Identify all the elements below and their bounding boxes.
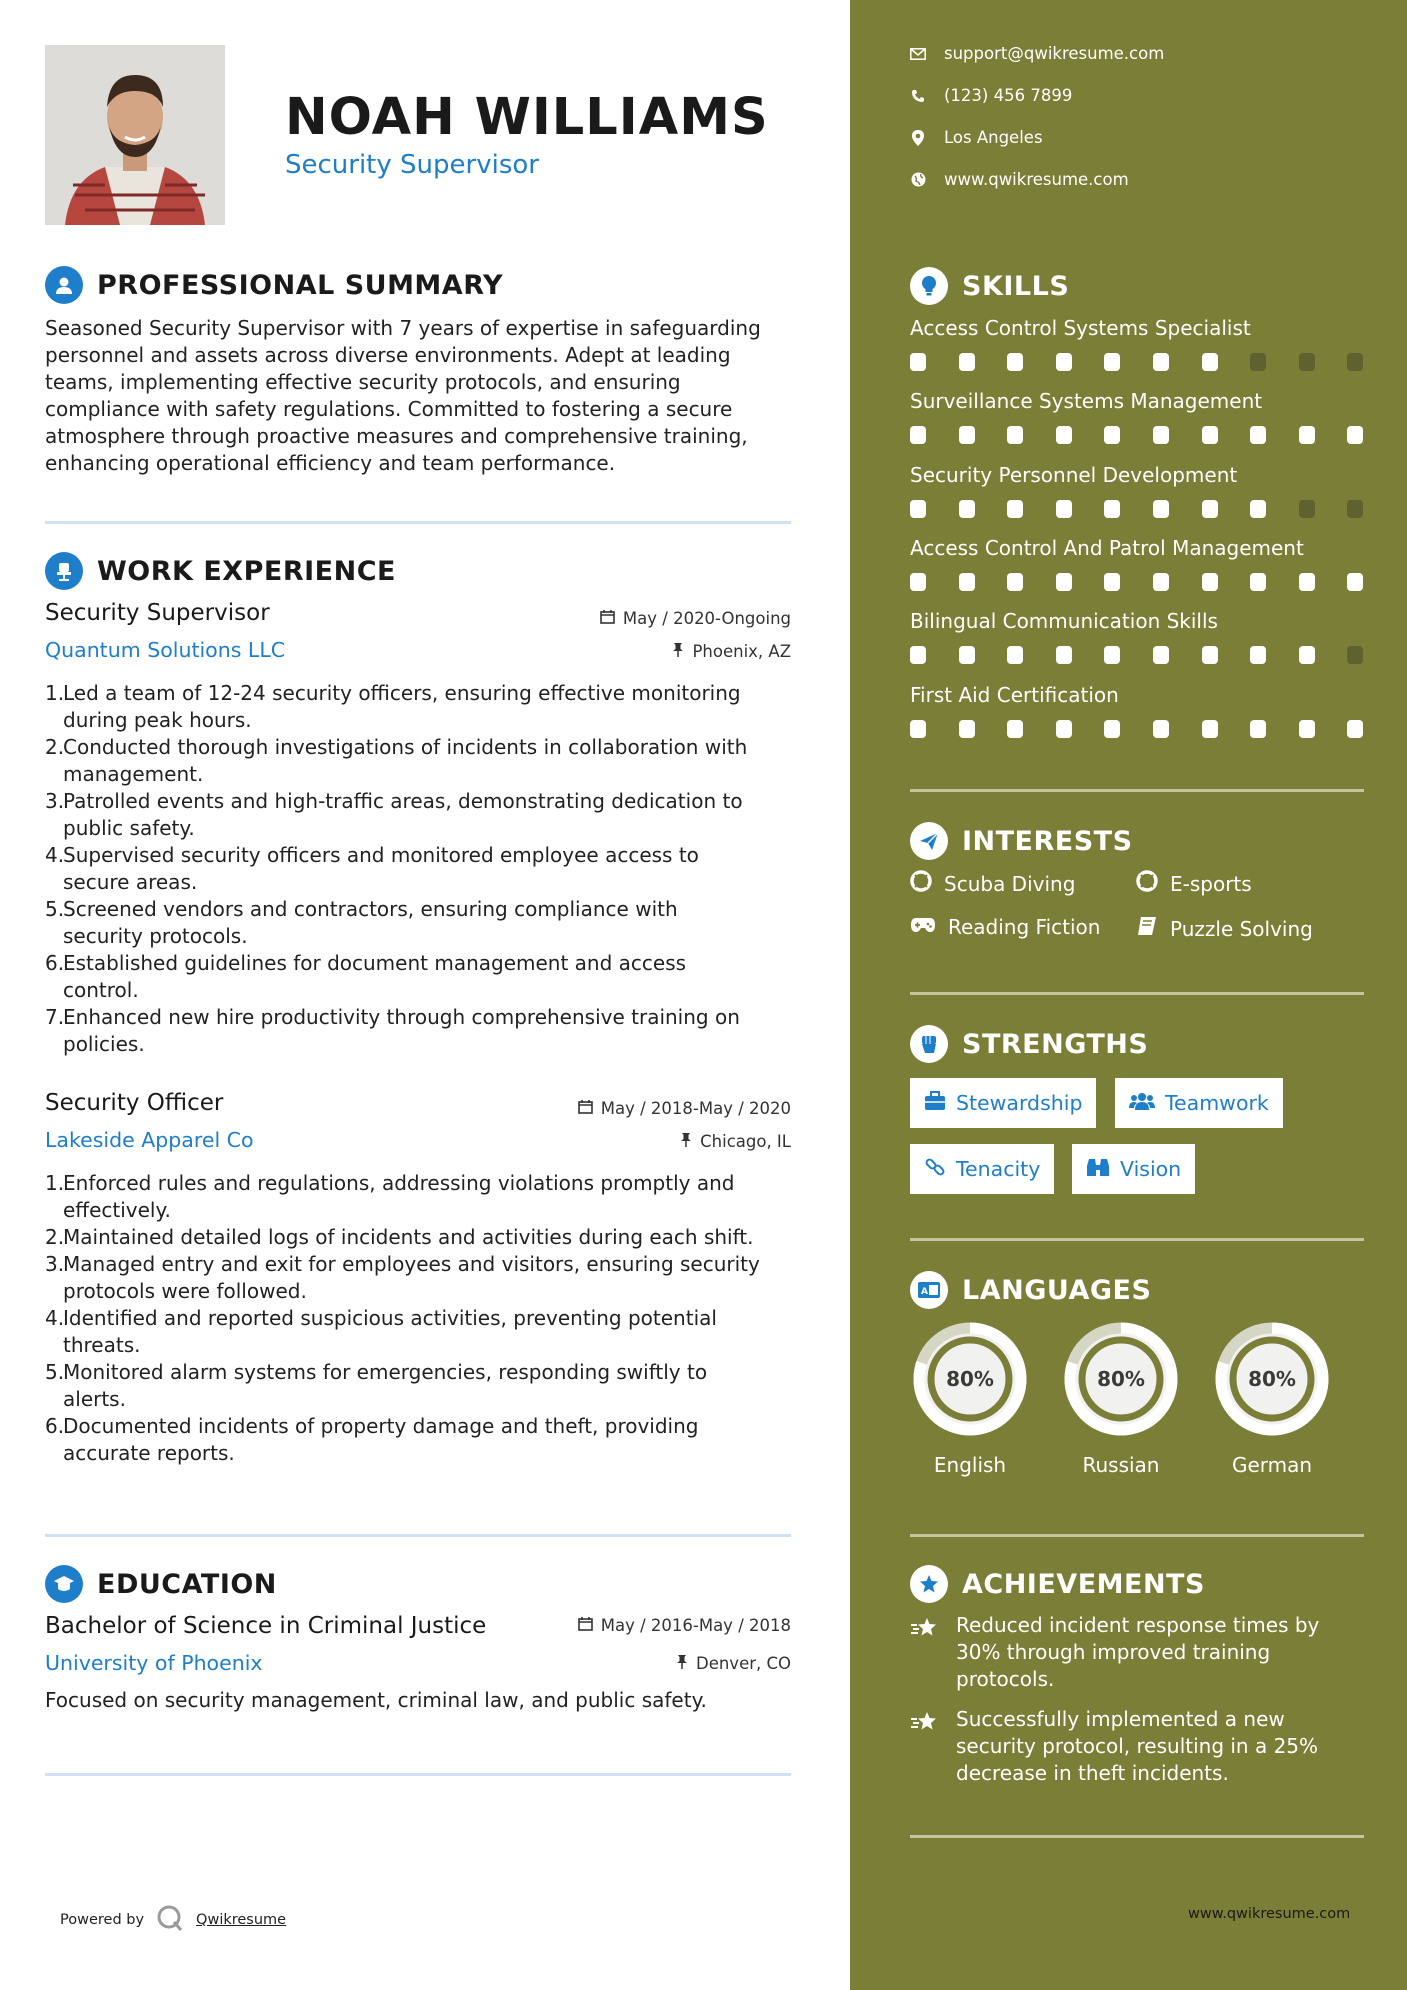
rating-dot-filled <box>1104 426 1120 444</box>
language-percent: 80% <box>1097 1367 1145 1391</box>
rating-dot-filled <box>1153 353 1169 371</box>
section-divider <box>45 1534 791 1537</box>
rating-dot-filled <box>1056 646 1072 664</box>
rating-dot-empty <box>1347 500 1363 518</box>
rating-dot-filled <box>1007 353 1023 371</box>
rating-dot-filled <box>1104 573 1120 591</box>
list-item: policies. <box>63 1032 145 1056</box>
contact-phone[interactable]: (123) 456 7899 <box>910 86 1072 105</box>
list-item: alerts. <box>63 1387 126 1411</box>
list-item: 2. Conducted thorough investigations of incidents in collaboration with <box>45 735 748 759</box>
job-role: Security Supervisor <box>45 600 270 626</box>
rating-dot-filled <box>959 500 975 518</box>
interests-heading: INTERESTS <box>962 825 1133 857</box>
book-icon <box>1136 915 1158 942</box>
education-location: Denver, CO <box>676 1654 791 1673</box>
footer-website-link[interactable]: www.qwikresume.com <box>1188 1906 1351 1922</box>
rating-dot-filled <box>1153 426 1169 444</box>
rating-dot-filled <box>1202 353 1218 371</box>
achievement-item: Successfully implemented a new security protocol, resulting in a 25% decrease in theft incidents. <box>910 1706 1370 1787</box>
rating-dot-filled <box>1202 500 1218 518</box>
briefcase-icon <box>924 1091 946 1116</box>
list-item: protocols were followed. <box>63 1279 307 1303</box>
experience-heading: WORK EXPERIENCE <box>97 555 396 587</box>
list-item: 5. Screened vendors and contractors, ensuring compliance with <box>45 897 678 921</box>
language-percent: 80% <box>1248 1367 1296 1391</box>
section-divider <box>910 789 1364 792</box>
paper-plane-icon <box>910 822 948 860</box>
users-icon <box>1129 1091 1155 1116</box>
rating-dot-filled <box>959 646 975 664</box>
skill-name: Security Personnel Development <box>910 463 1238 487</box>
rating-dot-filled <box>1104 646 1120 664</box>
list-item: 1. Led a team of 12-24 security officers, ensuring effective monitoring <box>45 681 741 705</box>
summary-header <box>45 266 503 304</box>
candidate-name: NOAH WILLIAMS <box>285 88 769 147</box>
job-duties <box>45 680 795 1058</box>
rating-dot-filled <box>1202 720 1218 738</box>
rating-dot-filled <box>1250 500 1266 518</box>
list-item: during peak hours. <box>63 708 252 732</box>
rating-dot-filled <box>1056 353 1072 371</box>
language-item <box>908 1317 1032 1477</box>
strength-badge: Vision <box>1072 1144 1195 1194</box>
strength-badge: Teamwork <box>1115 1078 1283 1128</box>
contact-location: Los Angeles <box>910 128 1043 147</box>
rating-dot-filled <box>910 426 926 444</box>
calendar-icon <box>600 609 615 628</box>
section-divider <box>910 1835 1364 1838</box>
chair-icon <box>45 552 83 590</box>
rating-dot-filled <box>1153 646 1169 664</box>
list-item: 1. Enforced rules and regulations, addressing violations promptly and <box>45 1171 735 1195</box>
strength-badge: Tenacity <box>910 1144 1054 1194</box>
list-item: 2. Maintained detailed logs of incidents and activities during each shift. <box>45 1225 754 1249</box>
achievements-header <box>910 1565 1205 1603</box>
lifebuoy-icon <box>910 870 932 897</box>
job-location: Chicago, IL <box>680 1132 791 1151</box>
gamepad-icon <box>910 915 936 939</box>
svg-text:A: A <box>921 1287 928 1297</box>
pin-icon <box>676 1654 688 1673</box>
sidebar <box>850 0 1407 1990</box>
candidate-title: Security Supervisor <box>285 150 539 180</box>
list-item: secure areas. <box>63 870 198 894</box>
skill-name: Bilingual Communication Skills <box>910 609 1218 633</box>
job-role: Security Officer <box>45 1090 224 1116</box>
globe-icon <box>910 172 926 188</box>
list-item: 3. Patrolled events and high-traffic areas, demonstrating dedication to <box>45 789 743 813</box>
rating-dot-filled <box>910 500 926 518</box>
skill-rating <box>910 500 1396 518</box>
lightbulb-icon <box>910 267 948 305</box>
rating-dot-filled <box>1007 426 1023 444</box>
rating-dot-filled <box>1299 573 1315 591</box>
job-date: May / 2020-Ongoing <box>600 609 791 628</box>
strengths-heading: STRENGTHS <box>962 1028 1149 1060</box>
degree-name: Bachelor of Science in Criminal Justice <box>45 1613 487 1639</box>
skill-rating <box>910 353 1396 371</box>
graduation-cap-icon <box>45 1565 83 1603</box>
achievements-heading: ACHIEVEMENTS <box>962 1568 1205 1600</box>
list-item: accurate reports. <box>63 1441 235 1465</box>
skill-name: Access Control And Patrol Management <box>910 536 1304 560</box>
rating-dot-filled <box>1153 500 1169 518</box>
rating-dot-filled <box>1007 573 1023 591</box>
skill-name: Access Control Systems Specialist <box>910 316 1251 340</box>
rating-dot-filled <box>1153 720 1169 738</box>
user-icon <box>45 266 83 304</box>
rating-dot-filled <box>1104 353 1120 371</box>
envelope-icon <box>910 46 926 62</box>
rating-dot-filled <box>1347 573 1363 591</box>
powered-by: Powered by Qwikresume <box>60 1904 286 1936</box>
link-icon <box>924 1156 946 1183</box>
rating-dot-filled <box>1007 646 1023 664</box>
rating-dot-filled <box>910 646 926 664</box>
rating-dot-filled <box>1250 646 1266 664</box>
rating-dot-filled <box>959 353 975 371</box>
rating-dot-filled <box>1347 720 1363 738</box>
section-divider <box>45 521 791 524</box>
rating-dot-filled <box>1299 720 1315 738</box>
rating-dot-empty <box>1250 353 1266 371</box>
job-duties <box>45 1170 795 1467</box>
school-name: University of Phoenix <box>45 1651 263 1675</box>
summary-heading: PROFESSIONAL SUMMARY <box>97 269 504 301</box>
rating-dot-filled <box>1250 720 1266 738</box>
section-divider <box>910 992 1364 995</box>
rating-dot-filled <box>959 573 975 591</box>
languages-heading: LANGUAGES <box>962 1274 1152 1306</box>
education-heading: EDUCATION <box>97 1568 277 1600</box>
rating-dot-empty <box>1299 353 1315 371</box>
education-header <box>45 1565 277 1603</box>
experience-header <box>45 552 396 590</box>
section-divider <box>910 1238 1364 1241</box>
skill-rating <box>910 720 1396 738</box>
rating-dot-filled <box>1347 426 1363 444</box>
rating-dot-empty <box>1299 500 1315 518</box>
job-date: May / 2018-May / 2020 <box>578 1099 791 1118</box>
list-item: effectively. <box>63 1198 171 1222</box>
rating-dot-filled <box>959 426 975 444</box>
qwikresume-link[interactable]: Qwikresume <box>196 1912 287 1928</box>
skills-heading: SKILLS <box>962 270 1070 302</box>
language-name: Russian <box>1082 1453 1160 1477</box>
skill-name: First Aid Certification <box>910 683 1119 707</box>
interests-header <box>910 822 1133 860</box>
list-item: security protocols. <box>63 924 248 948</box>
summary-text: Seasoned Security Supervisor with 7 years of expertise in safeguarding personnel and assets across diverse environments. Adept at leading teams, implementing effective security protocols, and ensuring compliance with safety regulations. Committed to fostering a secure atmosphere through proactive measures and comprehensive training, enhancing operational efficiency and team performance. <box>45 316 761 475</box>
contact-email[interactable]: support@qwikresume.com <box>910 44 1164 63</box>
rating-dot-filled <box>1056 500 1072 518</box>
language-name: English <box>933 1453 1007 1477</box>
rating-dot-filled <box>1056 426 1072 444</box>
list-item: 4. Supervised security officers and monitored employee access to <box>45 843 699 867</box>
rating-dot-filled <box>1104 720 1120 738</box>
rating-dot-filled <box>910 353 926 371</box>
lifebuoy-icon <box>1136 870 1158 897</box>
skills-header <box>910 267 1069 305</box>
rating-dot-filled <box>910 573 926 591</box>
rating-dot-filled <box>1202 573 1218 591</box>
rating-dot-empty <box>1347 353 1363 371</box>
phone-icon <box>910 88 926 104</box>
calendar-icon <box>578 1099 593 1118</box>
skill-rating <box>910 573 1396 591</box>
skill-rating <box>910 426 1396 444</box>
translate-icon <box>910 1271 948 1309</box>
language-name: German <box>1231 1453 1313 1477</box>
list-item: 7. Enhanced new hire productivity through comprehensive training on <box>45 1005 740 1029</box>
list-item: 6. Documented incidents of property damage and theft, providing <box>45 1414 699 1438</box>
shooting-star-icon <box>910 1612 940 1693</box>
list-item: public safety. <box>63 816 195 840</box>
list-item: 3. Managed entry and exit for employees and visitors, ensuring security <box>45 1252 760 1276</box>
interest-item: E-sports <box>1136 870 1252 897</box>
skill-rating <box>910 646 1396 664</box>
job-company: Lakeside Apparel Co <box>45 1128 254 1152</box>
profile-photo <box>45 45 225 225</box>
fist-icon <box>910 1025 948 1063</box>
pin-icon <box>672 642 684 661</box>
strength-badge: Stewardship <box>910 1078 1096 1128</box>
rating-dot-filled <box>910 720 926 738</box>
rating-dot-filled <box>1056 720 1072 738</box>
contact-website[interactable]: www.qwikresume.com <box>910 170 1129 189</box>
calendar-icon <box>578 1616 593 1635</box>
skill-name: Surveillance Systems Management <box>910 389 1263 413</box>
rating-dot-filled <box>1299 426 1315 444</box>
rating-dot-filled <box>1202 426 1218 444</box>
rating-dot-filled <box>1299 646 1315 664</box>
qwikresume-logo-icon <box>156 1904 184 1936</box>
language-item <box>1059 1317 1183 1477</box>
rating-dot-filled <box>1153 573 1169 591</box>
education-date: May / 2016-May / 2018 <box>578 1616 791 1635</box>
rating-dot-filled <box>1250 426 1266 444</box>
education-description: Focused on security management, criminal law, and public safety. <box>45 1688 707 1712</box>
language-percent: 80% <box>946 1367 994 1391</box>
job-company: Quantum Solutions LLC <box>45 638 286 662</box>
list-item: management. <box>63 762 204 786</box>
pin-icon <box>680 1132 692 1151</box>
star-badge-icon <box>910 1565 948 1603</box>
rating-dot-filled <box>1202 646 1218 664</box>
rating-dot-empty <box>1347 646 1363 664</box>
list-item: threats. <box>63 1333 141 1357</box>
rating-dot-filled <box>1056 573 1072 591</box>
list-item: 4. Identified and reported suspicious activities, preventing potential <box>45 1306 717 1330</box>
languages-header <box>910 1271 1151 1309</box>
list-item: 6. Established guidelines for document management and access <box>45 951 687 975</box>
rating-dot-filled <box>1250 573 1266 591</box>
rating-dot-filled <box>1007 500 1023 518</box>
interest-item: Puzzle Solving <box>1136 915 1313 942</box>
rating-dot-filled <box>959 720 975 738</box>
achievement-item: Reduced incident response times by 30% through improved training protocols. <box>910 1612 1370 1693</box>
shooting-star-icon <box>910 1706 940 1787</box>
job-location: Phoenix, AZ <box>672 642 791 661</box>
strengths-header <box>910 1025 1148 1063</box>
rating-dot-filled <box>1007 720 1023 738</box>
interest-item: Scuba Diving <box>910 870 1075 897</box>
interest-item: Reading Fiction <box>910 915 1100 939</box>
section-divider <box>910 1534 1364 1537</box>
list-item: control. <box>63 978 139 1002</box>
language-item <box>1210 1317 1334 1477</box>
map-marker-icon <box>910 130 926 146</box>
binoculars-icon <box>1086 1157 1110 1182</box>
rating-dot-filled <box>1104 500 1120 518</box>
section-divider <box>45 1773 791 1776</box>
list-item: 5. Monitored alarm systems for emergencies, responding swiftly to <box>45 1360 708 1384</box>
